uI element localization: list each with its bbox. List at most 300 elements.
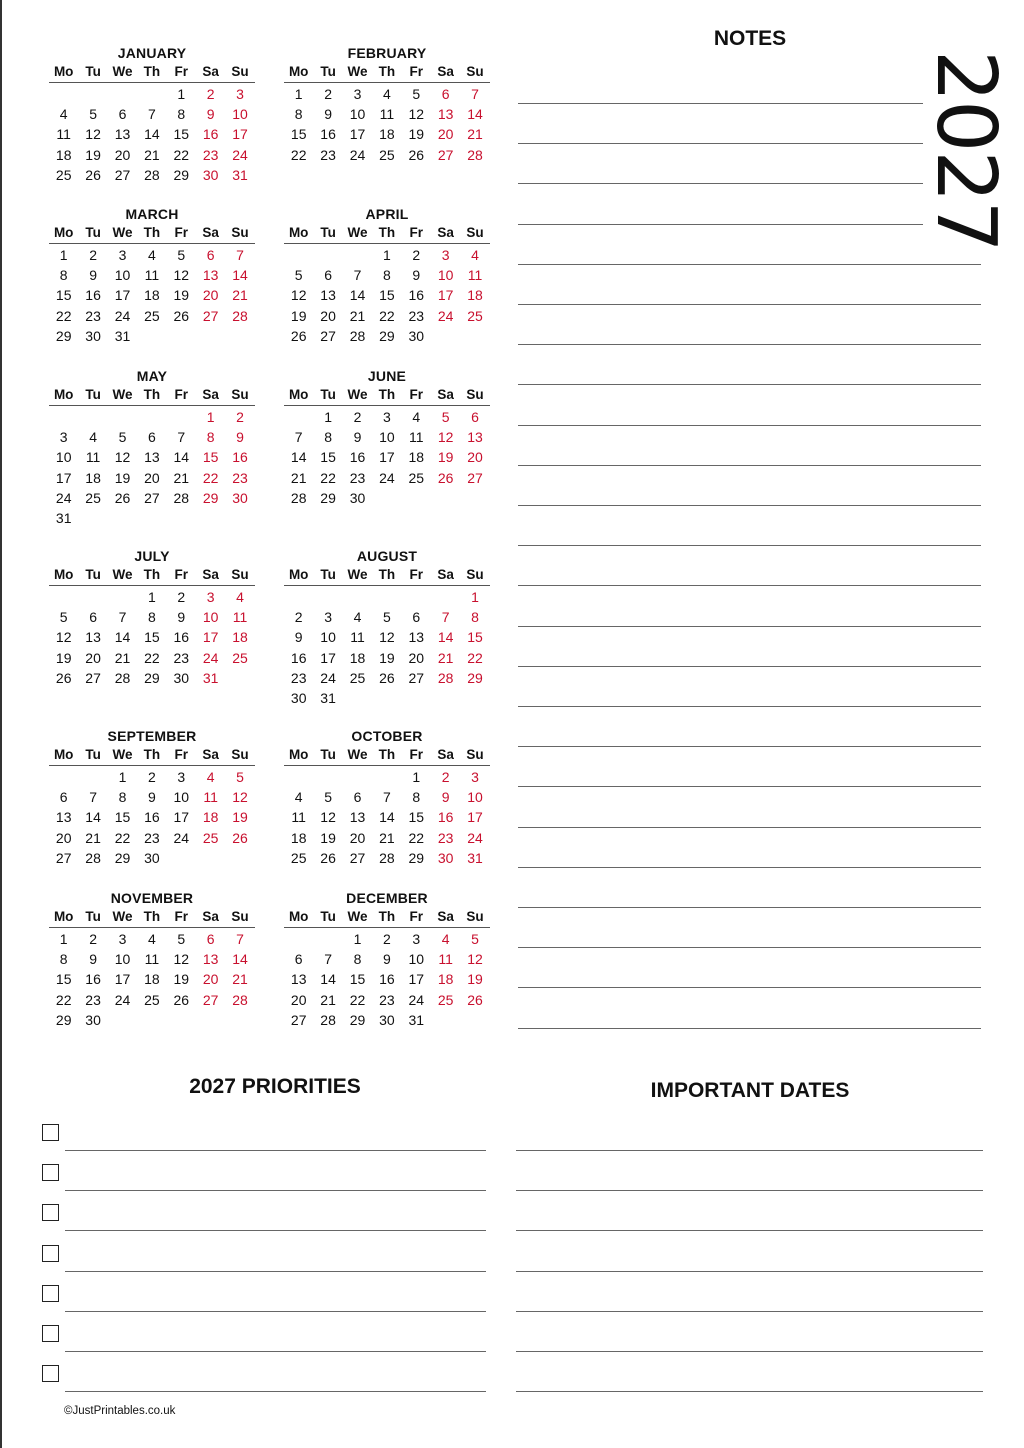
weekend-day: 28 (437, 669, 454, 686)
day: 10 (408, 951, 425, 968)
day: 25 (349, 669, 366, 686)
day: 12 (85, 126, 101, 143)
notes-line (518, 867, 981, 868)
day: 26 (85, 166, 101, 183)
notes-line (518, 987, 981, 988)
weekend-day: 26 (437, 469, 454, 486)
header-rule (284, 82, 490, 83)
weekend-day: 11 (438, 951, 453, 968)
day: 6 (118, 106, 127, 123)
day: 15 (55, 287, 72, 304)
day: 19 (408, 126, 425, 143)
notes-line (518, 103, 923, 104)
day: 16 (349, 449, 366, 466)
notes-line (518, 947, 981, 948)
day: 26 (320, 849, 336, 866)
day: 2 (294, 609, 303, 626)
day: 31 (320, 689, 336, 706)
day: 4 (294, 789, 303, 806)
month-title: JUNE (367, 368, 407, 384)
weekend-day: 30 (437, 849, 454, 866)
important-dates-title: IMPORTANT DATES (650, 1079, 850, 1102)
weekday-header: Su (466, 387, 484, 402)
day: 4 (89, 429, 97, 446)
weekend-day: 18 (467, 287, 483, 304)
day: 18 (349, 649, 366, 666)
weekend-day: 8 (471, 609, 479, 626)
day: 6 (89, 609, 97, 626)
priority-checkbox[interactable] (42, 1124, 59, 1141)
weekend-day: 20 (437, 126, 454, 143)
day: 3 (177, 769, 186, 785)
day: 15 (114, 809, 131, 826)
day: 2 (89, 931, 97, 947)
day: 9 (89, 951, 97, 968)
weekend-day: 13 (467, 429, 483, 446)
priority-checkbox[interactable] (42, 1365, 59, 1382)
weekend-day: 16 (232, 449, 248, 466)
weekday-header: Th (378, 747, 396, 762)
notes-line (518, 465, 981, 466)
weekday-header: Mo (53, 64, 74, 79)
weekday-header: Mo (288, 909, 309, 924)
day: 21 (173, 469, 190, 486)
weekday-header: Sa (202, 64, 219, 79)
day: 26 (55, 669, 72, 686)
day: 5 (294, 267, 303, 284)
day: 29 (55, 1011, 72, 1028)
priority-checkbox[interactable] (42, 1164, 59, 1181)
weekend-day: 12 (232, 789, 248, 806)
notes-line (518, 545, 981, 546)
weekday-header: Mo (288, 387, 309, 402)
important-dates-line (516, 1150, 983, 1151)
weekend-day: 11 (203, 789, 218, 806)
priority-line (65, 1351, 486, 1352)
day: 25 (85, 489, 101, 506)
weekend-day: 21 (232, 287, 248, 304)
day: 17 (55, 469, 72, 486)
day: 7 (147, 106, 156, 123)
weekend-day: 9 (236, 429, 244, 446)
weekday-header: Tu (320, 567, 336, 582)
weekday-header: Mo (53, 567, 74, 582)
weekend-day: 7 (441, 609, 450, 626)
month-april (284, 206, 490, 346)
weekend-day: 10 (232, 106, 248, 123)
day: 7 (382, 789, 391, 806)
weekend-day: 15 (202, 449, 219, 466)
header-rule (284, 243, 490, 244)
notes-line (518, 626, 981, 627)
day: 8 (324, 429, 332, 446)
copyright-footer: ©JustPrintables.co.uk (64, 1405, 176, 1417)
priority-line (65, 1391, 486, 1392)
weekday-header: Sa (437, 909, 454, 924)
day: 19 (85, 146, 101, 163)
day: 16 (408, 287, 425, 304)
weekday-header: Th (378, 567, 396, 582)
weekday-header: Mo (288, 225, 309, 240)
day: 11 (379, 106, 395, 123)
weekend-day: 16 (437, 809, 454, 826)
day: 6 (324, 267, 332, 284)
weekend-day: 5 (441, 409, 450, 425)
notes-line (518, 585, 981, 586)
day: 27 (320, 327, 336, 344)
day: 15 (349, 971, 366, 988)
day: 13 (55, 809, 72, 826)
header-rule (284, 585, 490, 586)
header-rule (49, 243, 255, 244)
day: 15 (173, 126, 190, 143)
weekday-header: Th (378, 225, 396, 240)
priority-checkbox[interactable] (42, 1285, 59, 1302)
day: 8 (353, 951, 362, 968)
day: 16 (320, 126, 336, 143)
day: 2 (89, 247, 97, 263)
month-title: MAY (136, 368, 168, 384)
weekend-day: 21 (232, 971, 248, 988)
weekday-header: We (347, 567, 368, 582)
day: 18 (408, 449, 425, 466)
month-july (49, 548, 255, 688)
weekend-day: 5 (236, 769, 244, 785)
day: 17 (320, 649, 336, 666)
day: 25 (379, 146, 395, 163)
weekend-day: 27 (202, 991, 219, 1008)
day: 7 (89, 789, 97, 806)
notes-line (518, 505, 981, 506)
weekday-header: Su (231, 387, 249, 402)
day: 5 (118, 429, 127, 446)
day: 3 (353, 86, 362, 102)
month-march (49, 206, 255, 346)
day: 5 (382, 609, 391, 626)
month-title: JULY (134, 548, 170, 564)
day: 5 (324, 789, 332, 806)
weekday-header: Th (378, 909, 396, 924)
priority-line (65, 1311, 486, 1312)
day: 8 (412, 789, 421, 806)
notes-line (518, 143, 923, 144)
weekend-day: 30 (202, 166, 219, 183)
day: 3 (118, 931, 127, 947)
day: 10 (349, 106, 366, 123)
weekend-day: 2 (236, 409, 244, 425)
day: 28 (379, 849, 395, 866)
day: 3 (324, 609, 332, 626)
day: 23 (144, 829, 160, 846)
notes-line (518, 827, 981, 828)
day: 4 (412, 409, 421, 425)
day: 18 (379, 126, 395, 143)
day: 8 (382, 267, 391, 284)
day: 27 (349, 849, 366, 866)
day: 16 (290, 649, 307, 666)
day: 30 (349, 489, 366, 506)
weekday-header: We (347, 909, 368, 924)
weekday-header: Su (466, 567, 484, 582)
day: 11 (350, 629, 365, 646)
weekend-day: 31 (232, 166, 248, 183)
day: 16 (85, 287, 101, 304)
priority-line (65, 1190, 486, 1191)
day: 20 (349, 829, 366, 846)
weekday-header: Sa (202, 567, 219, 582)
day: 22 (55, 991, 72, 1008)
weekday-header: Su (231, 909, 249, 924)
day: 24 (408, 991, 425, 1008)
notes-line (518, 746, 981, 747)
weekday-header: Mo (53, 747, 74, 762)
weekday-header: Fr (409, 747, 423, 762)
day: 1 (294, 86, 303, 102)
weekday-header: Sa (202, 225, 219, 240)
day: 19 (173, 971, 190, 988)
header-rule (49, 765, 255, 766)
day: 30 (408, 327, 425, 344)
day: 3 (382, 409, 391, 425)
day: 28 (144, 166, 160, 183)
weekend-day: 11 (467, 267, 483, 284)
notes-line (518, 666, 981, 667)
month-june (284, 368, 490, 508)
day: 30 (144, 849, 160, 866)
day: 9 (89, 267, 97, 284)
weekend-day: 17 (437, 287, 454, 304)
day: 19 (379, 649, 395, 666)
notes-line (518, 183, 923, 184)
weekend-day: 29 (202, 489, 219, 506)
weekday-header: Fr (409, 909, 423, 924)
weekend-day: 20 (202, 287, 219, 304)
day: 31 (114, 327, 131, 344)
day: 30 (379, 1011, 395, 1028)
priority-checkbox[interactable] (42, 1204, 59, 1221)
month-september (49, 728, 255, 868)
day: 14 (85, 809, 101, 826)
day: 28 (114, 669, 131, 686)
weekend-day: 24 (467, 829, 483, 846)
important-dates-line (516, 1351, 983, 1352)
notes-title: NOTES (713, 27, 787, 50)
weekday-header: Sa (202, 747, 219, 762)
weekday-header: Su (466, 747, 484, 762)
day: 10 (320, 629, 336, 646)
weekend-day: 23 (202, 146, 219, 163)
month-february (284, 45, 490, 165)
day: 11 (291, 809, 306, 826)
day: 19 (114, 469, 131, 486)
day: 13 (290, 971, 307, 988)
notes-line (518, 425, 981, 426)
weekday-header: Th (378, 387, 396, 402)
header-rule (284, 927, 490, 928)
weekend-day: 28 (232, 307, 248, 324)
weekend-day: 26 (467, 991, 483, 1008)
day: 11 (408, 429, 424, 446)
weekend-day: 21 (467, 126, 483, 143)
day: 29 (379, 327, 395, 344)
weekday-header: Mo (288, 64, 309, 79)
weekday-header: Tu (85, 567, 101, 582)
day: 8 (294, 106, 303, 123)
day: 10 (173, 789, 190, 806)
day: 3 (118, 247, 127, 263)
day: 12 (408, 106, 425, 123)
priorities-title: 2027 PRIORITIES (189, 1075, 361, 1098)
day: 13 (349, 809, 366, 826)
important-dates-line (516, 1391, 983, 1392)
day: 12 (55, 629, 72, 646)
day: 26 (408, 146, 425, 163)
day: 15 (320, 449, 336, 466)
weekday-header: We (112, 225, 133, 240)
weekend-day: 31 (202, 669, 219, 686)
weekend-day: 8 (206, 429, 215, 446)
day: 21 (290, 469, 307, 486)
day: 26 (173, 991, 190, 1008)
day: 5 (89, 106, 97, 123)
day: 31 (408, 1011, 425, 1028)
day: 9 (382, 951, 391, 968)
weekday-header: Mo (53, 387, 74, 402)
day: 23 (320, 146, 336, 163)
day: 9 (412, 267, 421, 284)
weekday-header: Tu (320, 387, 336, 402)
weekend-day: 7 (471, 86, 479, 102)
weekday-header: Tu (320, 64, 336, 79)
day: 13 (144, 449, 160, 466)
day: 6 (353, 789, 362, 806)
day: 6 (294, 951, 303, 968)
day: 20 (114, 146, 131, 163)
weekday-header: We (347, 747, 368, 762)
day: 8 (118, 789, 127, 806)
month-title: DECEMBER (346, 890, 428, 906)
day: 24 (55, 489, 72, 506)
day: 16 (173, 629, 190, 646)
day: 15 (408, 809, 425, 826)
day: 22 (349, 991, 366, 1008)
day: 4 (353, 609, 362, 626)
day: 8 (59, 951, 68, 968)
important-dates-line (516, 1271, 983, 1272)
weekday-header: Tu (85, 225, 101, 240)
weekend-day: 27 (467, 469, 483, 486)
day: 26 (173, 307, 190, 324)
day: 12 (173, 267, 190, 284)
weekend-day: 18 (437, 971, 454, 988)
day: 4 (59, 106, 68, 123)
weekday-header: Mo (53, 225, 74, 240)
day: 15 (290, 126, 307, 143)
notes-line (518, 344, 981, 345)
weekday-header: Su (466, 909, 484, 924)
day: 6 (412, 609, 421, 626)
priority-checkbox[interactable] (42, 1245, 59, 1262)
weekend-day: 28 (467, 146, 483, 163)
day: 16 (144, 809, 160, 826)
day: 1 (324, 409, 332, 425)
day: 31 (55, 509, 72, 526)
month-title: FEBRUARY (347, 45, 427, 61)
weekend-day: 14 (232, 951, 248, 968)
day: 10 (55, 449, 72, 466)
weekday-header: Th (143, 909, 161, 924)
month-title: AUGUST (356, 548, 418, 564)
day: 12 (379, 629, 395, 646)
day: 29 (144, 669, 160, 686)
day: 29 (114, 849, 131, 866)
weekday-header: Tu (85, 64, 101, 79)
day: 18 (144, 287, 160, 304)
weekday-header: Th (143, 747, 161, 762)
day: 6 (147, 429, 156, 446)
day: 20 (320, 307, 336, 324)
day: 22 (144, 649, 160, 666)
priority-checkbox[interactable] (42, 1325, 59, 1342)
weekday-header: Fr (409, 567, 423, 582)
header-rule (284, 765, 490, 766)
notes-line (518, 907, 981, 908)
month-title: MARCH (125, 206, 179, 222)
day: 10 (114, 267, 131, 284)
day: 24 (114, 307, 131, 324)
day: 25 (408, 469, 425, 486)
day: 15 (55, 971, 72, 988)
day: 7 (118, 609, 127, 626)
weekday-header: Mo (288, 747, 309, 762)
weekday-header: Fr (174, 747, 188, 762)
day: 20 (290, 991, 307, 1008)
weekend-day: 14 (467, 106, 483, 123)
weekend-day: 31 (467, 849, 483, 866)
weekend-day: 7 (236, 931, 244, 947)
day: 22 (379, 307, 395, 324)
weekday-header: Tu (85, 387, 101, 402)
month-title: JANUARY (117, 45, 187, 61)
day: 5 (177, 931, 186, 947)
notes-line (518, 786, 981, 787)
month-may (49, 368, 255, 528)
weekend-day: 24 (202, 649, 219, 666)
weekend-day: 3 (206, 589, 215, 605)
weekday-header: Fr (174, 909, 188, 924)
day: 9 (353, 429, 362, 446)
notes-line (518, 304, 981, 305)
weekday-header: Su (231, 64, 249, 79)
month-december (284, 890, 490, 1030)
day: 16 (379, 971, 395, 988)
weekday-header: We (112, 387, 133, 402)
header-rule (284, 405, 490, 406)
year-text: 2027 (918, 50, 1013, 251)
day: 27 (290, 1011, 307, 1028)
weekend-day: 11 (232, 609, 248, 626)
day: 14 (290, 449, 307, 466)
day: 22 (290, 146, 307, 163)
weekday-header: Su (231, 567, 249, 582)
day: 22 (55, 307, 72, 324)
day: 14 (144, 126, 160, 143)
day: 17 (173, 809, 190, 826)
day: 12 (114, 449, 131, 466)
weekend-day: 13 (202, 267, 219, 284)
day: 17 (379, 449, 395, 466)
day: 13 (408, 629, 425, 646)
